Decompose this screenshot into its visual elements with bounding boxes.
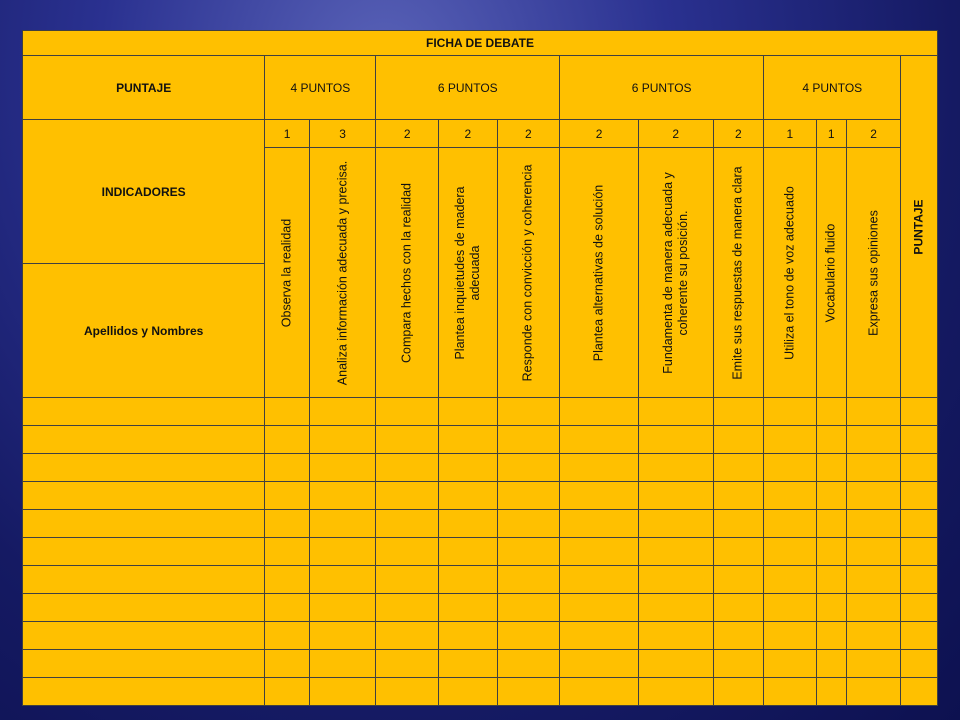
indicadores-header: INDICADORES [23, 120, 265, 264]
student-score-cell[interactable] [846, 510, 901, 538]
student-score-cell[interactable] [713, 426, 763, 454]
student-score-cell[interactable] [560, 678, 639, 706]
student-total-cell[interactable] [901, 510, 938, 538]
student-total-cell[interactable] [901, 398, 938, 426]
student-row [23, 678, 938, 706]
student-score-cell[interactable] [309, 482, 376, 510]
student-score-cell[interactable] [309, 566, 376, 594]
student-score-cell[interactable] [816, 482, 846, 510]
indicator-score-7: 2 [638, 120, 713, 148]
student-score-cell[interactable] [376, 594, 439, 622]
points-group-4: 4 PUNTOS [764, 56, 901, 120]
student-score-cell[interactable] [309, 622, 376, 650]
indicator-4 [439, 148, 498, 398]
student-score-cell[interactable] [265, 650, 309, 678]
student-score-cell[interactable] [713, 482, 763, 510]
student-score-cell[interactable] [638, 482, 713, 510]
student-score-cell[interactable] [638, 454, 713, 482]
indicator-score-2: 3 [309, 120, 376, 148]
student-score-cell[interactable] [846, 678, 901, 706]
debate-table [22, 30, 938, 706]
student-score-cell[interactable] [560, 510, 639, 538]
student-score-cell[interactable] [846, 482, 901, 510]
student-score-cell[interactable] [265, 426, 309, 454]
student-score-cell[interactable] [497, 482, 560, 510]
student-score-cell[interactable] [846, 566, 901, 594]
student-score-cell[interactable] [376, 454, 439, 482]
student-score-cell[interactable] [816, 426, 846, 454]
student-score-cell[interactable] [376, 566, 439, 594]
student-score-cell[interactable] [816, 398, 846, 426]
student-score-cell[interactable] [560, 398, 639, 426]
student-total-cell[interactable] [901, 426, 938, 454]
student-score-cell[interactable] [638, 538, 713, 566]
student-score-cell[interactable] [376, 398, 439, 426]
student-score-cell[interactable] [764, 426, 817, 454]
student-score-cell[interactable] [816, 510, 846, 538]
student-score-cell[interactable] [560, 454, 639, 482]
student-score-cell[interactable] [560, 594, 639, 622]
student-total-cell[interactable] [901, 594, 938, 622]
student-score-cell[interactable] [816, 650, 846, 678]
student-score-cell[interactable] [638, 622, 713, 650]
student-score-cell[interactable] [265, 594, 309, 622]
student-score-cell[interactable] [846, 594, 901, 622]
student-score-cell[interactable] [265, 538, 309, 566]
student-score-cell[interactable] [497, 538, 560, 566]
student-score-cell[interactable] [309, 510, 376, 538]
student-score-cell[interactable] [764, 482, 817, 510]
student-score-cell[interactable] [638, 398, 713, 426]
student-score-cell[interactable] [713, 678, 763, 706]
student-score-cell[interactable] [439, 538, 498, 566]
indicator-label: Analiza información adecuada y precisa. [335, 160, 350, 385]
sheet-title: FICHA DE DEBATE [23, 31, 938, 56]
student-score-cell[interactable] [439, 510, 498, 538]
total-score-label: PUNTAJE [911, 198, 926, 255]
student-score-cell[interactable] [265, 482, 309, 510]
student-score-cell[interactable] [764, 454, 817, 482]
student-score-cell[interactable] [376, 538, 439, 566]
student-score-cell[interactable] [497, 454, 560, 482]
student-total-cell[interactable] [901, 566, 938, 594]
student-score-cell[interactable] [265, 678, 309, 706]
indicator-label: Compara hechos con la realidad [399, 182, 414, 363]
indicator-score-6: 2 [560, 120, 639, 148]
indicator-label: Responde con convicción y coherencia [520, 164, 535, 381]
indicator-label: Expresa sus opiniones [866, 209, 881, 336]
indicator-10 [816, 148, 846, 398]
student-score-cell[interactable] [439, 566, 498, 594]
student-score-cell[interactable] [638, 650, 713, 678]
student-score-cell[interactable] [265, 566, 309, 594]
student-score-cell[interactable] [846, 398, 901, 426]
student-score-cell[interactable] [439, 426, 498, 454]
student-total-cell[interactable] [901, 454, 938, 482]
indicator-label: Plantea inquietudes de madera adecuada [452, 185, 482, 360]
points-group-3: 6 PUNTOS [560, 56, 764, 120]
student-name-cell[interactable] [23, 426, 265, 454]
indicator-label: Vocabulario fluido [823, 223, 838, 322]
student-score-cell[interactable] [713, 622, 763, 650]
indicator-score-5: 2 [497, 120, 560, 148]
student-score-cell[interactable] [309, 678, 376, 706]
indicator-9 [764, 148, 817, 398]
student-score-cell[interactable] [846, 454, 901, 482]
student-score-cell[interactable] [764, 622, 817, 650]
student-name-cell[interactable] [23, 510, 265, 538]
student-score-cell[interactable] [713, 538, 763, 566]
student-score-cell[interactable] [846, 538, 901, 566]
points-group-2: 6 PUNTOS [376, 56, 560, 120]
student-score-cell[interactable] [309, 594, 376, 622]
student-score-cell[interactable] [439, 398, 498, 426]
student-score-cell[interactable] [713, 650, 763, 678]
student-score-cell[interactable] [439, 454, 498, 482]
indicator-8 [713, 148, 763, 398]
student-score-cell[interactable] [439, 650, 498, 678]
student-score-cell[interactable] [638, 566, 713, 594]
student-name-cell[interactable] [23, 538, 265, 566]
student-score-cell[interactable] [638, 510, 713, 538]
student-score-cell[interactable] [560, 482, 639, 510]
indicator-label: Emite sus respuestas de manera clara [730, 165, 745, 380]
student-score-cell[interactable] [265, 454, 309, 482]
student-row [23, 650, 938, 678]
student-score-cell[interactable] [560, 622, 639, 650]
student-row [23, 398, 938, 426]
student-score-cell[interactable] [497, 622, 560, 650]
student-score-cell[interactable] [816, 454, 846, 482]
student-score-cell[interactable] [764, 594, 817, 622]
student-total-cell[interactable] [901, 678, 938, 706]
student-name-cell[interactable] [23, 650, 265, 678]
student-score-cell[interactable] [376, 426, 439, 454]
indicator-score-1: 1 [265, 120, 309, 148]
student-score-cell[interactable] [713, 510, 763, 538]
student-score-cell[interactable] [497, 594, 560, 622]
student-score-cell[interactable] [309, 454, 376, 482]
student-name-cell[interactable] [23, 398, 265, 426]
student-score-cell[interactable] [376, 622, 439, 650]
student-score-cell[interactable] [376, 510, 439, 538]
student-score-cell[interactable] [439, 678, 498, 706]
student-score-cell[interactable] [638, 426, 713, 454]
indicator-11 [846, 148, 901, 398]
student-score-cell[interactable] [439, 594, 498, 622]
student-score-cell[interactable] [309, 426, 376, 454]
student-score-cell[interactable] [265, 398, 309, 426]
indicator-score-4: 2 [439, 120, 498, 148]
puntaje-header: PUNTAJE [23, 56, 265, 120]
student-name-cell[interactable] [23, 622, 265, 650]
student-score-cell[interactable] [439, 482, 498, 510]
student-score-cell[interactable] [846, 426, 901, 454]
student-score-cell[interactable] [764, 398, 817, 426]
student-name-cell[interactable] [23, 454, 265, 482]
student-score-cell[interactable] [376, 678, 439, 706]
student-score-cell[interactable] [638, 594, 713, 622]
points-group-1: 4 PUNTOS [265, 56, 376, 120]
indicator-score-3: 2 [376, 120, 439, 148]
student-score-cell[interactable] [816, 678, 846, 706]
indicator-2 [309, 148, 376, 398]
student-row [23, 426, 938, 454]
indicator-label: Plantea alternativas de solución [591, 184, 606, 361]
student-row [23, 538, 938, 566]
student-row [23, 482, 938, 510]
student-score-cell[interactable] [309, 650, 376, 678]
indicator-label: Utiliza el tono de voz adecuado [782, 185, 797, 360]
indicator-5 [497, 148, 560, 398]
student-score-cell[interactable] [764, 538, 817, 566]
student-score-cell[interactable] [764, 678, 817, 706]
total-score-header [901, 56, 938, 398]
student-score-cell[interactable] [439, 622, 498, 650]
student-score-cell[interactable] [497, 426, 560, 454]
student-score-cell[interactable] [560, 538, 639, 566]
indicator-score-8: 2 [713, 120, 763, 148]
student-score-cell[interactable] [764, 510, 817, 538]
indicator-label: Observa la realidad [279, 218, 294, 327]
student-score-cell[interactable] [560, 650, 639, 678]
student-name-cell[interactable] [23, 594, 265, 622]
student-score-cell[interactable] [309, 538, 376, 566]
student-score-cell[interactable] [376, 482, 439, 510]
student-name-cell[interactable] [23, 566, 265, 594]
student-score-cell[interactable] [497, 678, 560, 706]
student-score-cell[interactable] [497, 650, 560, 678]
indicator-1 [265, 148, 309, 398]
student-score-cell[interactable] [713, 454, 763, 482]
student-score-cell[interactable] [497, 510, 560, 538]
student-score-cell[interactable] [816, 566, 846, 594]
student-score-cell[interactable] [560, 566, 639, 594]
student-row [23, 594, 938, 622]
student-name-cell[interactable] [23, 678, 265, 706]
student-score-cell[interactable] [764, 650, 817, 678]
student-score-cell[interactable] [265, 622, 309, 650]
student-score-cell[interactable] [816, 622, 846, 650]
indicator-score-9: 1 [764, 120, 817, 148]
student-score-cell[interactable] [816, 594, 846, 622]
indicator-7 [638, 148, 713, 398]
student-name-cell[interactable] [23, 482, 265, 510]
student-row [23, 566, 938, 594]
student-score-cell[interactable] [638, 678, 713, 706]
student-score-cell[interactable] [846, 650, 901, 678]
student-score-cell[interactable] [497, 566, 560, 594]
names-header: Apellidos y Nombres [23, 264, 265, 398]
debate-sheet [22, 30, 938, 704]
student-score-cell[interactable] [816, 538, 846, 566]
student-score-cell[interactable] [309, 398, 376, 426]
student-score-cell[interactable] [846, 622, 901, 650]
indicator-6 [560, 148, 639, 398]
student-row [23, 510, 938, 538]
student-score-cell[interactable] [764, 566, 817, 594]
student-score-cell[interactable] [265, 510, 309, 538]
student-row [23, 622, 938, 650]
student-total-cell[interactable] [901, 482, 938, 510]
indicator-score-10: 1 [816, 120, 846, 148]
student-score-cell[interactable] [497, 398, 560, 426]
student-score-cell[interactable] [560, 426, 639, 454]
student-score-cell[interactable] [713, 594, 763, 622]
student-total-cell[interactable] [901, 538, 938, 566]
student-total-cell[interactable] [901, 622, 938, 650]
student-score-cell[interactable] [713, 566, 763, 594]
indicator-score-11: 2 [846, 120, 901, 148]
student-total-cell[interactable] [901, 650, 938, 678]
indicator-label: Fundamenta de manera adecuada y coherente su posición. [660, 171, 690, 374]
student-score-cell[interactable] [376, 650, 439, 678]
student-row [23, 454, 938, 482]
student-score-cell[interactable] [713, 398, 763, 426]
indicator-3 [376, 148, 439, 398]
